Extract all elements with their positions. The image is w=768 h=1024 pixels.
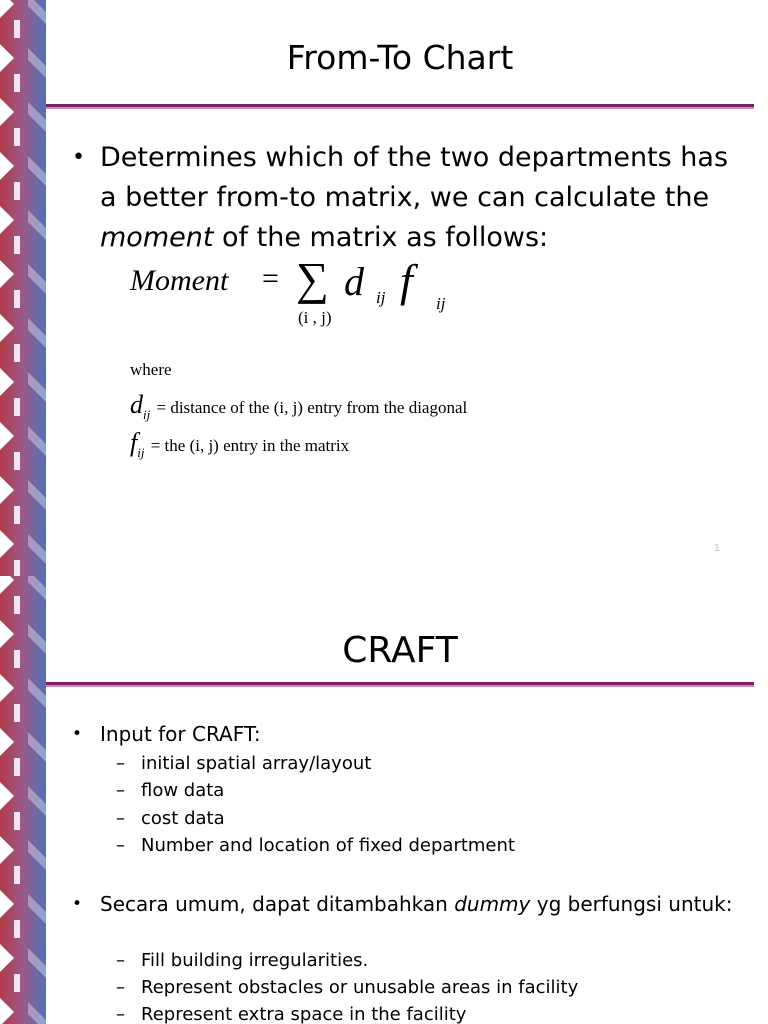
symbol-d: d bbox=[130, 390, 143, 419]
formula-d: d bbox=[344, 259, 364, 304]
where-definitions bbox=[130, 360, 467, 466]
sub-item bbox=[116, 777, 224, 804]
left-decorative-stripe bbox=[0, 0, 46, 576]
stripe-bar bbox=[14, 758, 20, 776]
dash-marker: – bbox=[116, 808, 125, 829]
stripe-bar bbox=[14, 344, 20, 362]
sub-item bbox=[116, 974, 578, 1001]
sub-item bbox=[116, 750, 371, 777]
definition-d bbox=[130, 390, 467, 428]
bullet-text bbox=[100, 138, 738, 258]
sub-item-text: Fill building irregularities. bbox=[141, 950, 369, 971]
definition-f bbox=[130, 428, 467, 466]
summation-symbol: ∑ bbox=[296, 253, 329, 304]
bullet-dummy-usage bbox=[72, 890, 738, 918]
bullet-text-part: of the matrix as follows: bbox=[213, 222, 549, 253]
stripe-bar bbox=[14, 74, 20, 92]
where-label: where bbox=[130, 360, 172, 379]
stripe-bar bbox=[14, 560, 20, 576]
stripe-bar bbox=[14, 452, 20, 470]
page-number: 1 bbox=[713, 542, 720, 554]
bullet-marker: • bbox=[72, 145, 85, 170]
dash-marker: – bbox=[116, 753, 125, 774]
formula-d-subscript: ij bbox=[376, 288, 386, 307]
bullet-marker: • bbox=[72, 724, 83, 744]
formula-f: f bbox=[400, 255, 413, 306]
bullet-moment-description bbox=[72, 138, 738, 258]
slide-title: From-To Chart bbox=[286, 38, 514, 77]
bullet-text: Input for CRAFT: bbox=[100, 722, 261, 746]
formula-equals: = bbox=[262, 262, 279, 295]
stripe-bar bbox=[14, 866, 20, 884]
definition-d-text: = distance of the (i, j) entry from the diagonal bbox=[152, 398, 468, 417]
sub-item bbox=[116, 947, 368, 974]
summation-index: (i , j) bbox=[298, 308, 332, 327]
formula-f-subscript: ij bbox=[436, 294, 446, 313]
sub-item-text: Represent extra space in the facility bbox=[141, 1004, 467, 1024]
sub-item bbox=[116, 805, 225, 832]
sub-item bbox=[116, 832, 515, 859]
symbol-d-subscript: ij bbox=[143, 407, 151, 422]
stripe-bar bbox=[14, 398, 20, 416]
emphasis-moment: moment bbox=[100, 222, 214, 253]
stripe-bar bbox=[14, 128, 20, 146]
sub-item-text: cost data bbox=[141, 808, 225, 829]
moment-formula bbox=[128, 253, 528, 338]
bullet-text-part: Secara umum, dapat ditambahkan bbox=[100, 892, 455, 916]
bullet-text bbox=[100, 890, 738, 918]
sub-item-text: Represent obstacles or unusable areas in facility bbox=[141, 977, 579, 998]
bullet-text-part: yg berfungsi untuk: bbox=[530, 892, 733, 916]
dash-marker: – bbox=[116, 977, 125, 998]
stripe-bar bbox=[14, 506, 20, 524]
title-divider bbox=[46, 682, 754, 687]
slide-craft bbox=[0, 576, 768, 1024]
stripe-bar bbox=[14, 974, 20, 992]
formula-lhs: Moment bbox=[130, 264, 229, 297]
sub-item-text: initial spatial array/layout bbox=[141, 753, 372, 774]
symbol-f-subscript: ij bbox=[137, 445, 145, 460]
stripe-bar bbox=[14, 290, 20, 308]
slide-title: CRAFT bbox=[342, 630, 458, 671]
stripe-bar bbox=[14, 596, 20, 614]
dash-marker: – bbox=[116, 835, 125, 856]
left-decorative-stripe bbox=[0, 576, 46, 1024]
stripe-bar bbox=[14, 812, 20, 830]
definition-f-text: = the (i, j) entry in the matrix bbox=[146, 436, 350, 455]
emphasis-dummy: dummy bbox=[454, 892, 531, 916]
symbol-f: f bbox=[130, 428, 138, 457]
dash-marker: – bbox=[116, 780, 125, 801]
stripe-bar bbox=[14, 704, 20, 722]
sub-item-text: Number and location of fixed department bbox=[141, 835, 515, 856]
stripe-bar bbox=[14, 20, 20, 38]
dash-marker: – bbox=[116, 950, 125, 971]
bullet-marker: • bbox=[72, 894, 83, 914]
sub-item bbox=[116, 1001, 466, 1024]
title-divider bbox=[46, 104, 754, 109]
dash-marker: – bbox=[116, 1004, 125, 1024]
stripe-bar bbox=[14, 920, 20, 938]
stripe-bar bbox=[14, 650, 20, 668]
bullet-text-part: Determines which of the two departments has a better from-to matrix, we can calculate the bbox=[100, 142, 729, 213]
stripe-bar bbox=[14, 236, 20, 254]
bullet-input-for-craft bbox=[72, 720, 738, 748]
stripe-bar bbox=[14, 182, 20, 200]
sub-item-text: flow data bbox=[141, 780, 225, 801]
